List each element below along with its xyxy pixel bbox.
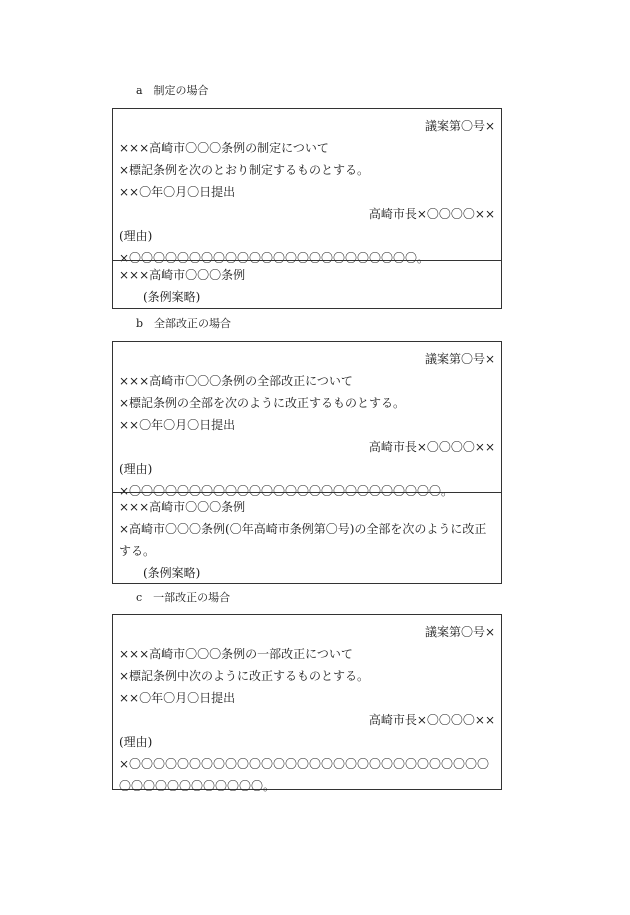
bill-number: 議案第〇号× [424,352,495,366]
signer: 高崎市長×〇〇〇〇×× [368,207,495,221]
bill-title: ×××高崎市〇〇〇条例の制定について [119,141,329,155]
section-b-box [112,341,502,584]
reason-text: ×〇〇〇〇〇〇〇〇〇〇〇〇〇〇〇〇〇〇〇〇〇〇〇〇〇〇。 [119,484,454,498]
ordinance-title: ×××高崎市〇〇〇条例 [119,268,246,282]
ordinance-summary: (条例案略) [143,566,201,580]
ordinance-summary: (条例案略) [143,290,201,304]
signer: 高崎市長×〇〇〇〇×× [368,440,495,454]
submission-date: ××〇年〇月〇日提出 [119,691,236,705]
section-c-box [112,614,502,793]
reason-label: (理由) [119,229,153,243]
signer: 高崎市長×〇〇〇〇×× [368,713,495,727]
ordinance-title: ×××高崎市〇〇〇条例 [119,500,246,514]
bill-cover [113,109,501,265]
section-a-label: a 制定の場合 [136,84,209,97]
bill-cover [113,615,501,791]
ordinance-part [113,260,501,310]
bill-body: ×標記条例を次のとおり制定するものとする。 [119,163,370,177]
bill-body: ×標記条例の全部を次のように改正するものとする。 [119,396,406,410]
ordinance-part [113,492,501,585]
bill-title: ×××高崎市〇〇〇条例の一部改正について [119,647,353,661]
section-b-label: b 全部改正の場合 [136,317,232,330]
section-a-box [112,108,502,309]
bill-number: 議案第〇号× [424,625,495,639]
reason-text: ×〇〇〇〇〇〇〇〇〇〇〇〇〇〇〇〇〇〇〇〇〇〇〇〇。 [119,251,430,265]
reason-label: (理由) [119,735,153,749]
submission-date: ××〇年〇月〇日提出 [119,185,236,199]
bill-body: ×標記条例中次のように改正するものとする。 [119,669,370,683]
ordinance-text: ×高崎市〇〇〇条例(〇年高崎市条例第〇号)の全部を次のように改正する。 [119,522,487,558]
reason-text: ×〇〇〇〇〇〇〇〇〇〇〇〇〇〇〇〇〇〇〇〇〇〇〇〇〇〇〇〇〇〇〇〇〇〇〇〇〇〇〇〇〇〇。 [119,757,490,793]
submission-date: ××〇年〇月〇日提出 [119,418,236,432]
section-c-label: c 一部改正の場合 [136,591,231,604]
reason-label: (理由) [119,462,153,476]
bill-cover [113,342,501,498]
bill-number: 議案第〇号× [424,119,495,133]
bill-title: ×××高崎市〇〇〇条例の全部改正について [119,374,353,388]
